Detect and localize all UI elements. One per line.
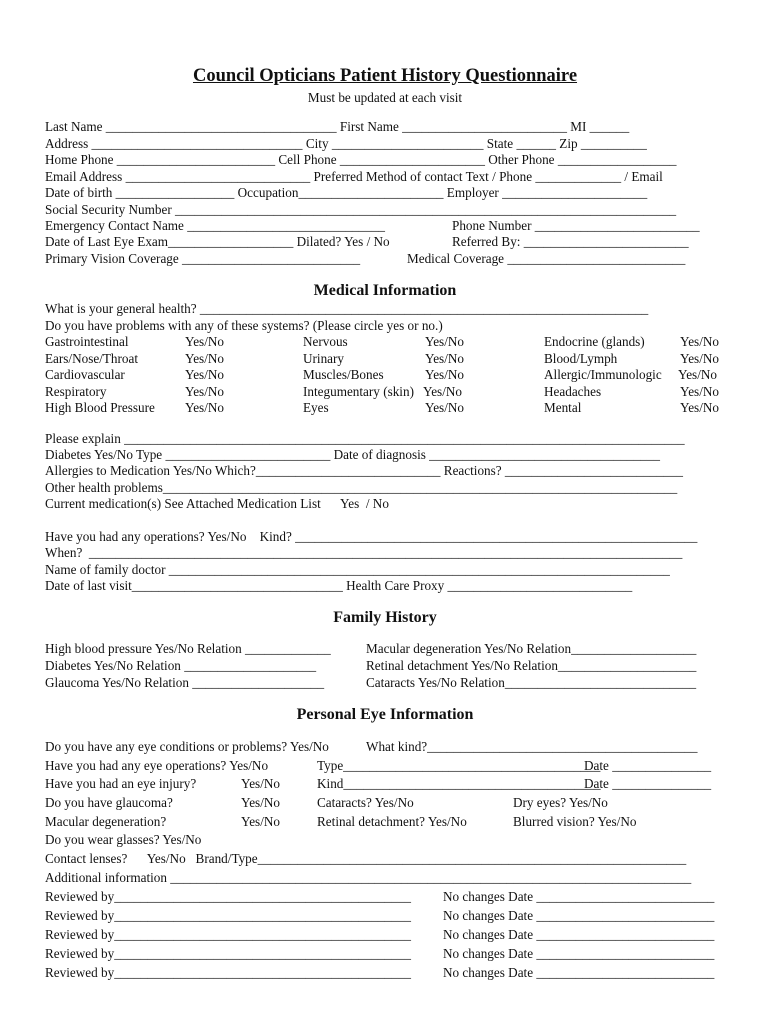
no-changes-date-field[interactable]: No changes Date ___________________________ [443, 927, 715, 942]
personal-eye-information-heading: Personal Eye Information [296, 706, 474, 723]
general-health-field[interactable]: What is your general health? ____________________________________________________________________ [45, 301, 649, 316]
eye-operations-question[interactable]: Have you had any eye operations? Yes/No [45, 758, 269, 773]
glaucoma-question: Do you have glaucoma? [45, 795, 173, 810]
form-title: Council Opticians Patient History Questionnaire [192, 66, 578, 86]
eye-operations-type-field[interactable]: Type_______________________________________ [317, 758, 601, 773]
family-history-heading: Family History [333, 609, 437, 626]
contact-lenses-field[interactable]: Contact lenses? Yes/No Brand/Type_________________________________________________________________ [45, 851, 687, 866]
additional-information-field[interactable]: Additional information _______________________________________________________________________________ [45, 870, 692, 885]
system-label: Gastrointestinal [45, 334, 129, 349]
system-label: Cardiovascular [45, 367, 125, 382]
system-label: High Blood Pressure [45, 400, 155, 415]
yes-no-option[interactable]: Yes/No [185, 367, 224, 382]
reviewed-by-field[interactable]: Reviewed by_____________________________________________ [45, 965, 411, 980]
yes-no-option[interactable]: Yes/No [680, 384, 719, 399]
eye-injury-question: Have you had an eye injury? [45, 776, 197, 791]
yes-no-option[interactable]: Yes/No [241, 776, 280, 791]
reviewed-by-field[interactable]: Reviewed by_____________________________________________ [45, 889, 411, 904]
system-label: Integumentary (skin) [303, 384, 414, 399]
email-contact-fields[interactable]: Email Address ____________________________ Preferred Method of contact Text / Phone _____________ / Email [45, 169, 663, 184]
dry-eyes-question[interactable]: Dry eyes? Yes/No [513, 795, 608, 810]
system-label: Blood/Lymph [544, 351, 618, 366]
family-doctor-field[interactable]: Name of family doctor ____________________________________________________________________________ [45, 562, 670, 577]
system-label: Mental [544, 400, 582, 415]
phone-number-field[interactable]: Phone Number _________________________ [452, 218, 700, 233]
yes-no-option[interactable]: Yes/No [425, 367, 464, 382]
reviewed-by-field[interactable]: Reviewed by_____________________________________________ [45, 908, 411, 923]
eye-conditions-kind-field[interactable]: What kind?_________________________________________ [366, 739, 698, 754]
cataracts-question[interactable]: Cataracts? Yes/No [317, 795, 414, 810]
no-changes-date-field[interactable]: No changes Date ___________________________ [443, 965, 715, 980]
system-label: Respiratory [45, 384, 107, 399]
eye-injury-kind-field[interactable]: Kind_______________________________________ [317, 776, 601, 791]
reviewed-by-field[interactable]: Reviewed by_____________________________________________ [45, 927, 411, 942]
other-health-problems-field[interactable]: Other health problems______________________________________________________________________________ [45, 480, 678, 495]
eye-operations-date-field[interactable]: Date _______________ [584, 758, 712, 773]
system-label: Allergic/Immunologic [544, 367, 662, 382]
no-changes-date-field[interactable]: No changes Date ___________________________ [443, 889, 715, 904]
last-eye-exam-field[interactable]: Date of Last Eye Exam___________________ Dilated? Yes / No [45, 234, 390, 249]
family-history-field[interactable]: Macular degeneration Yes/No Relation___________________ [366, 641, 697, 656]
family-history-field[interactable]: Cataracts Yes/No Relation_____________________________ [366, 675, 697, 690]
please-explain-field[interactable]: Please explain _____________________________________________________________________________________ [45, 431, 685, 446]
system-label: Urinary [303, 351, 345, 366]
blurred-vision-question[interactable]: Blurred vision? Yes/No [513, 814, 637, 829]
diabetes-field[interactable]: Diabetes Yes/No Type _________________________ Date of diagnosis ___________________________________ [45, 447, 660, 462]
family-history-field[interactable]: High blood pressure Yes/No Relation _____________ [45, 641, 331, 656]
form-subtitle: Must be updated at each visit [307, 90, 463, 105]
family-history-field[interactable]: Glaucoma Yes/No Relation ____________________ [45, 675, 325, 690]
reviewed-by-field[interactable]: Reviewed by_____________________________________________ [45, 946, 411, 961]
system-label: Eyes [303, 400, 329, 415]
yes-no-option[interactable]: Yes/No [425, 400, 464, 415]
yes-no-option[interactable]: Yes/No [185, 400, 224, 415]
yes-no-option[interactable]: Yes/No [185, 351, 224, 366]
family-history-field[interactable]: Diabetes Yes/No Relation ____________________ [45, 658, 317, 673]
when-field[interactable]: When? __________________________________________________________________________________________ [45, 545, 683, 560]
system-label: Headaches [544, 384, 602, 399]
eye-conditions-question[interactable]: Do you have any eye conditions or problems? Yes/No [45, 739, 329, 754]
yes-no-option[interactable]: Yes/No [423, 384, 462, 399]
yes-no-option[interactable]: Yes/No [241, 814, 280, 829]
yes-no-option[interactable]: Yes/No [425, 351, 464, 366]
address-fields[interactable]: Address ________________________________ City _______________________ State ______ Zip __________ [45, 136, 647, 151]
systems-prompt: Do you have problems with any of these systems? (Please circle yes or no.) [45, 318, 443, 333]
primary-vision-coverage-field[interactable]: Primary Vision Coverage ___________________________ [45, 251, 361, 266]
phone-fields[interactable]: Home Phone ________________________ Cell Phone ______________________ Other Phone __________________ [45, 152, 677, 167]
yes-no-option[interactable]: Yes/No [185, 384, 224, 399]
retinal-detachment-question[interactable]: Retinal detachment? Yes/No [317, 814, 467, 829]
yes-no-option[interactable]: Yes/No [241, 795, 280, 810]
family-history-field[interactable]: Retinal detachment Yes/No Relation_____________________ [366, 658, 697, 673]
yes-no-option[interactable]: Yes/No [680, 351, 719, 366]
name-fields[interactable]: Last Name ___________________________________ First Name _________________________ MI ______ [45, 119, 630, 134]
ssn-field[interactable]: Social Security Number ____________________________________________________________________________ [45, 202, 677, 217]
system-label: Nervous [303, 334, 348, 349]
system-label: Muscles/Bones [303, 367, 384, 382]
no-changes-date-field[interactable]: No changes Date ___________________________ [443, 946, 715, 961]
operations-field[interactable]: Have you had any operations? Yes/No Kind? _____________________________________________________________ [45, 529, 698, 544]
current-medications-field[interactable]: Current medication(s) See Attached Medication List Yes / No [45, 496, 389, 511]
yes-no-option[interactable]: Yes/No [680, 334, 719, 349]
system-label: Endocrine (glands) [544, 334, 645, 349]
no-changes-date-field[interactable]: No changes Date ___________________________ [443, 908, 715, 923]
medical-coverage-field[interactable]: Medical Coverage ___________________________ [407, 251, 686, 266]
yes-no-option[interactable]: Yes/No [680, 400, 719, 415]
referred-by-field[interactable]: Referred By: _________________________ [452, 234, 689, 249]
yes-no-option[interactable]: Yes/No [425, 334, 464, 349]
glasses-question[interactable]: Do you wear glasses? Yes/No [45, 832, 202, 847]
system-label: Ears/Nose/Throat [45, 351, 139, 366]
macular-degeneration-question: Macular degeneration? [45, 814, 167, 829]
medical-information-heading: Medical Information [313, 282, 457, 299]
yes-no-option[interactable]: Yes/No [185, 334, 224, 349]
dob-occupation-fields[interactable]: Date of birth __________________ Occupation______________________ Employer ______________________ [45, 185, 648, 200]
eye-injury-date-field[interactable]: Date _______________ [584, 776, 712, 791]
allergies-field[interactable]: Allergies to Medication Yes/No Which?____________________________ Reactions? ___________________________ [45, 463, 683, 478]
emergency-contact-field[interactable]: Emergency Contact Name ______________________________ [45, 218, 386, 233]
yes-no-option[interactable]: Yes/No [678, 367, 717, 382]
last-visit-field[interactable]: Date of last visit________________________________ Health Care Proxy ____________________________ [45, 578, 633, 593]
